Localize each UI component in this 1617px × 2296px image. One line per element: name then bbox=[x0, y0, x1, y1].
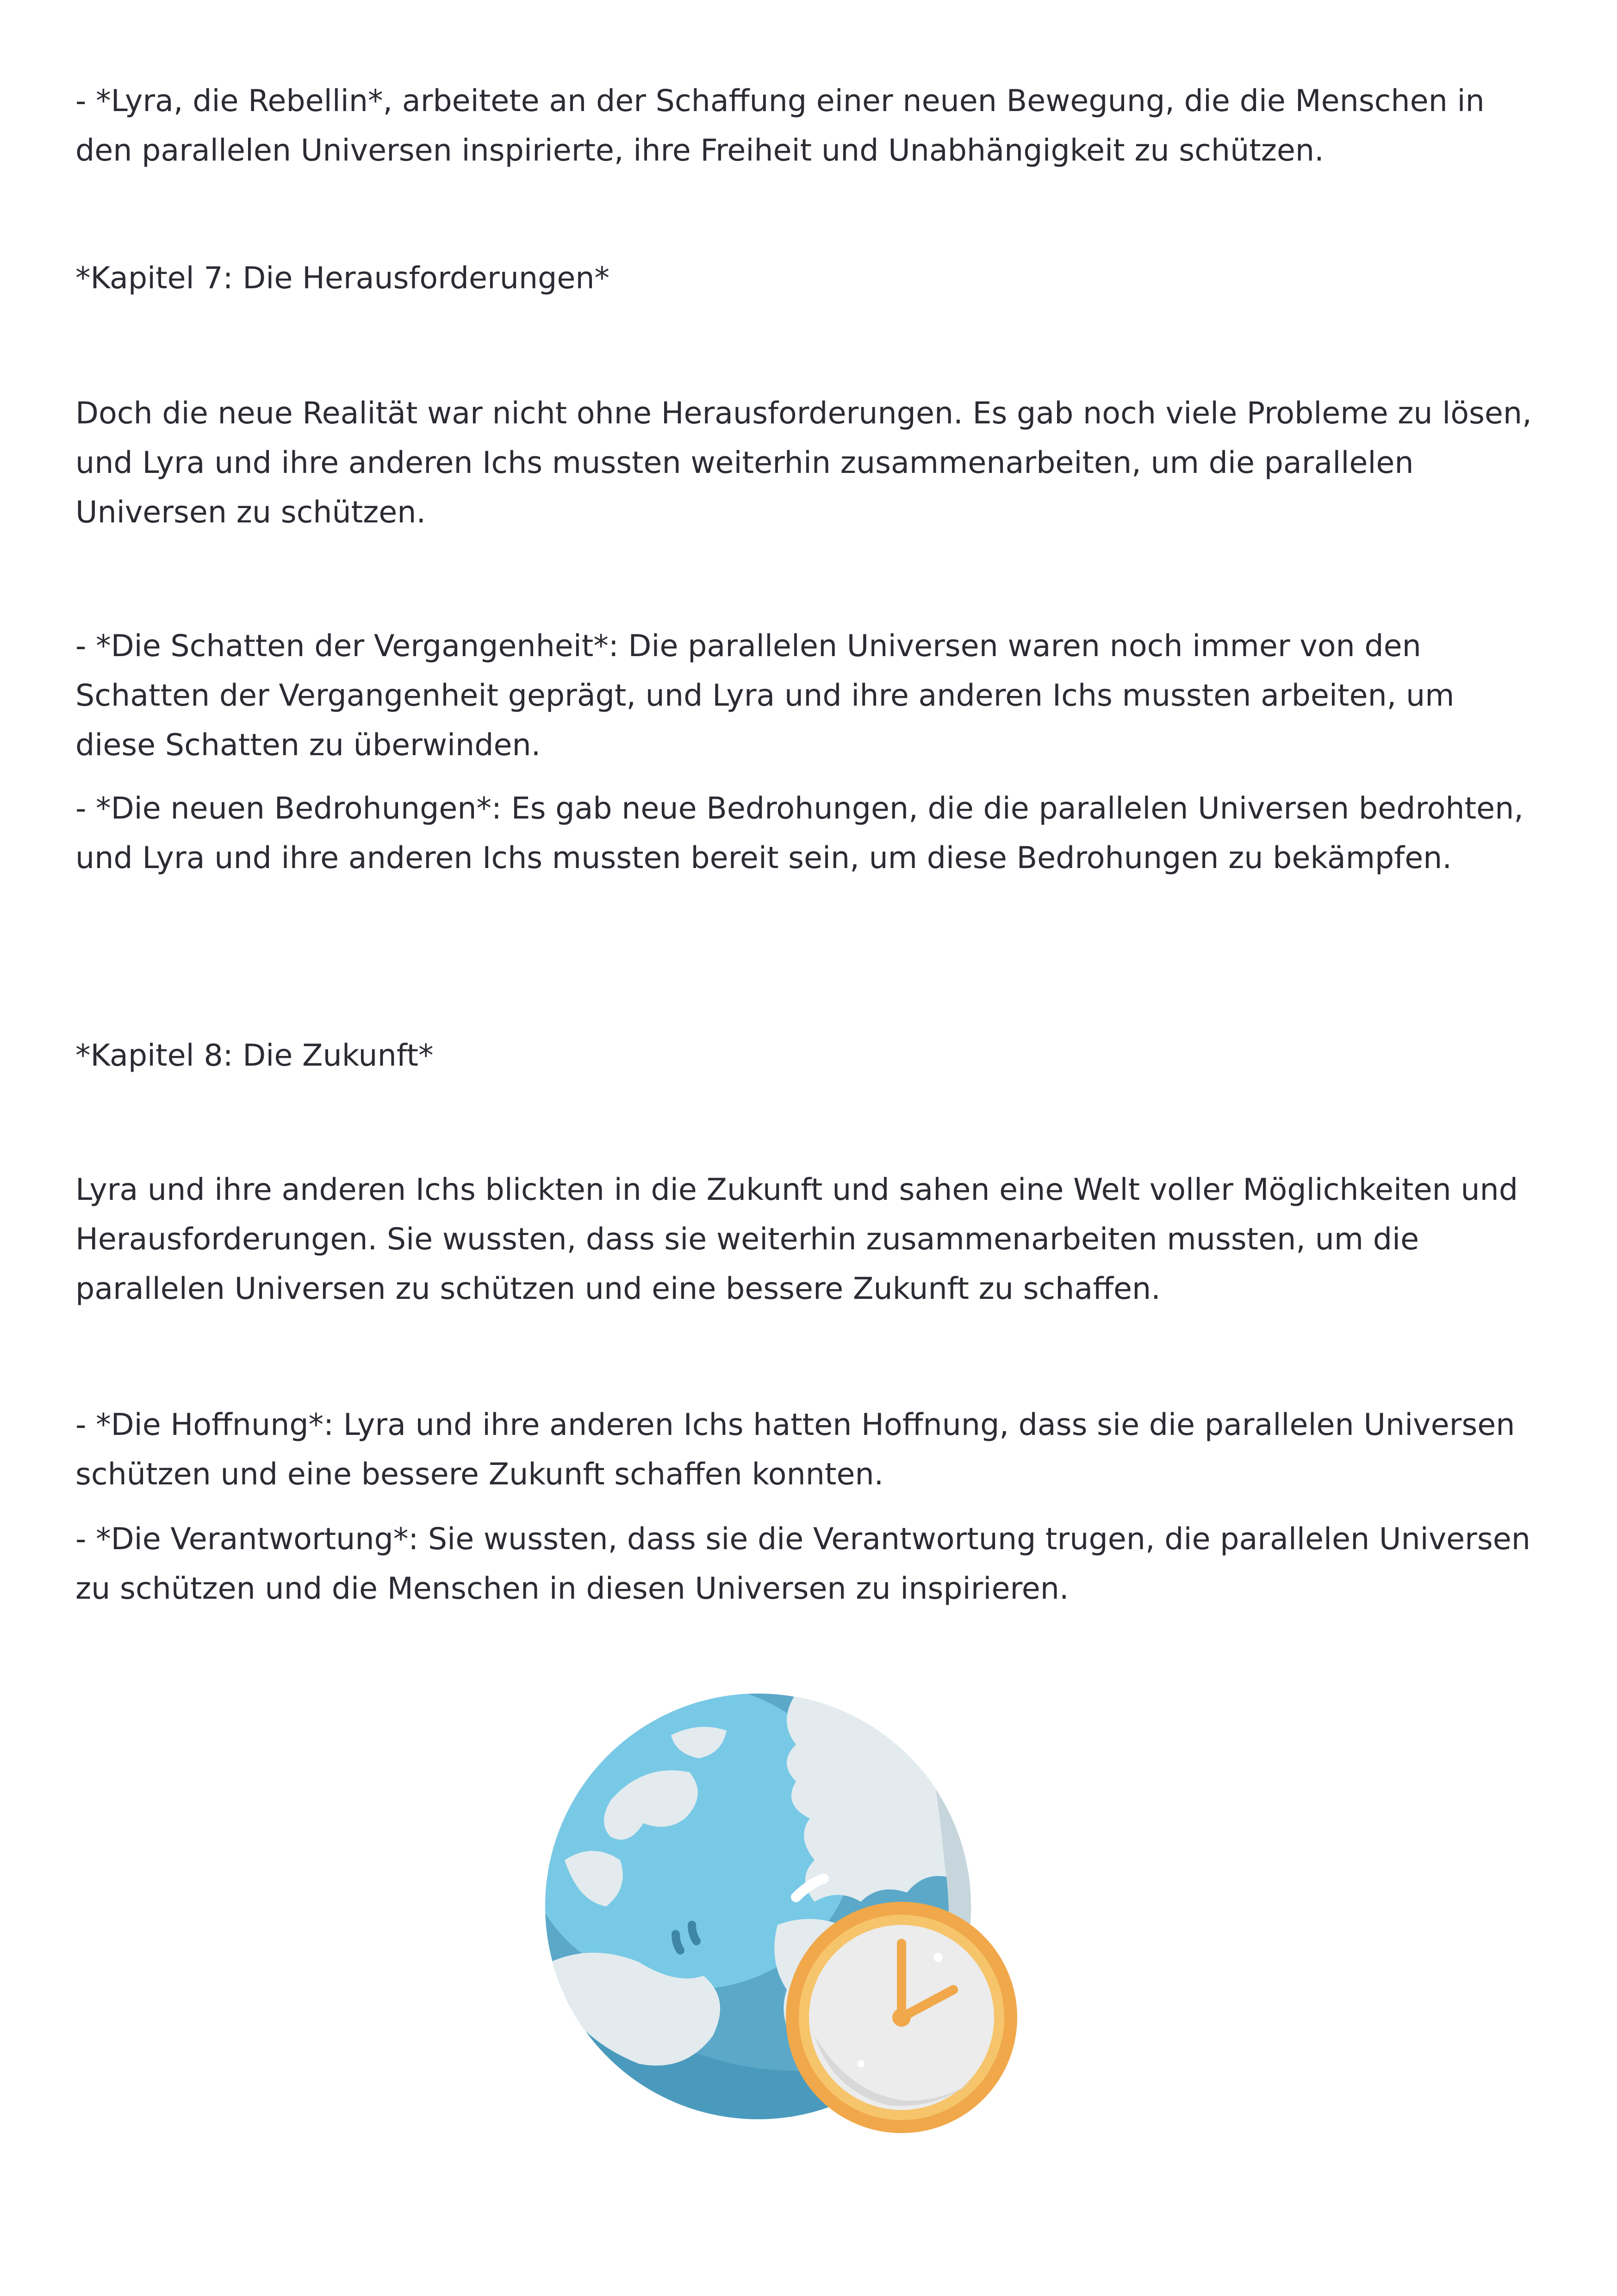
chapter-8-heading: *Kapitel 8: Die Zukunft* bbox=[75, 1038, 434, 1073]
chapter-8-bullet-hoffnung: - *Die Hoffnung*: Lyra und ihre anderen Ichs hatten Hoffnung, dass sie die parallelen Universen schützen und eine bessere Zukunft schaffen konnten. bbox=[75, 1408, 1515, 1492]
chapter-7-heading: *Kapitel 7: Die Herausforderungen* bbox=[75, 261, 610, 296]
chapter-7-bullet-schatten: - *Die Schatten der Vergangenheit*: Die parallelen Universen waren noch immer von den Schatten der Vergangenheit geprägt, und Lyra und ihre anderen Ichs mussten arbeiten, um diese Schatten zu überwinden. bbox=[75, 629, 1455, 763]
chapter-7-intro: Doch die neue Realität war nicht ohne Herausforderungen. Es gab noch viele Probleme zu lösen, und Lyra und ihre anderen Ichs mussten weiterhin zusammenarbeiten, um die parallelen Universen zu schützen. bbox=[75, 396, 1532, 530]
chapter-8-bullet-verantwortung: - *Die Verantwortung*: Sie wussten, dass sie die Verantwortung trugen, die parallelen Universen zu schützen und die Menschen in diesen Universen zu inspirieren. bbox=[75, 1522, 1530, 1606]
chapter-8-intro: Lyra und ihre anderen Ichs blickten in die Zukunft und sahen eine Welt voller Möglichkeiten und Herausforderungen. Sie wussten, dass sie weiterhin zusammenarbeiten mussten, um die parallelen Universen zu schützen und eine bessere Zukunft zu schaffen. bbox=[75, 1173, 1518, 1306]
clock-icon bbox=[786, 1902, 1017, 2133]
bullet-rebellin: - *Lyra, die Rebellin*, arbeitete an der Schaffung einer neuen Bewegung, die die Menschen in den parallelen Universen inspirierte, ihre Freiheit und Unabhängigkeit zu schützen. bbox=[75, 84, 1485, 168]
globe-clock-illustration bbox=[537, 1684, 1027, 2147]
chapter-7-bullet-bedrohungen: - *Die neuen Bedrohungen*: Es gab neue Bedrohungen, die die parallelen Universen bedrohten, und Lyra und ihre anderen Ichs mussten bereit sein, um diese Bedrohungen zu bekämpfen. bbox=[75, 791, 1524, 875]
